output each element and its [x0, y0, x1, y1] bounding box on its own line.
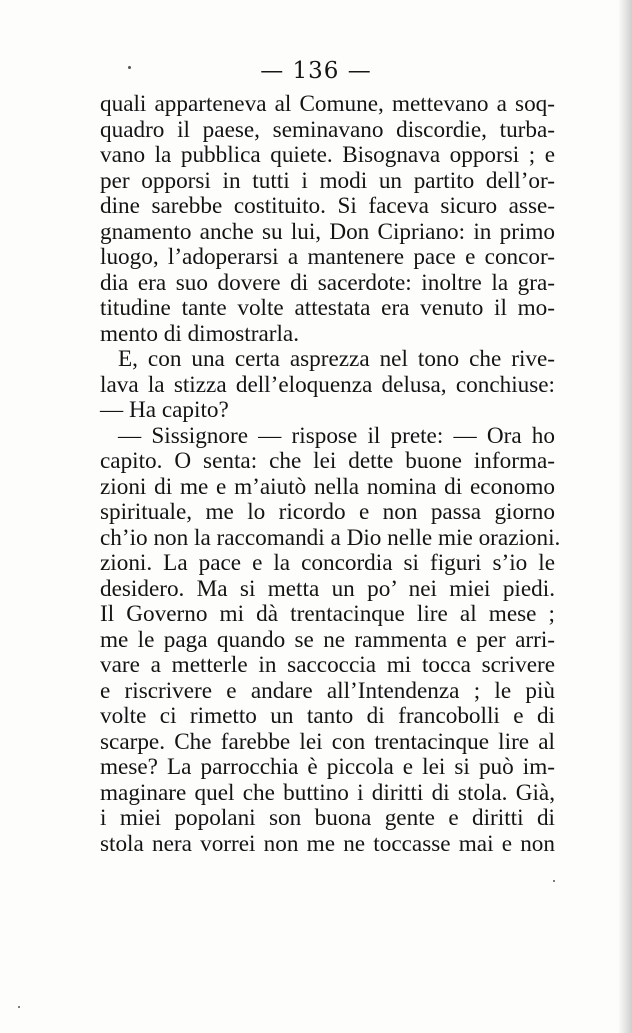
body-text [100, 91, 561, 857]
text-line: me le paga quando se ne rammenta e per arri- [100, 626, 555, 653]
text-line: dia era suo dovere di sacerdote: inoltre la gra- [100, 269, 555, 296]
text-line: quali apparteneva al Comune, mettevano a soq- [100, 91, 555, 117]
text-line: ch’io non la raccomandi a Dio nelle mie orazioni. [100, 524, 561, 551]
text-line: — Ha capito? [100, 397, 229, 423]
text-line: i miei popolani son buona gente e diritti di [100, 805, 555, 831]
text-line: e riscrivere e andare all’Intendenza ; le più [100, 677, 555, 704]
text-line: volte ci rimetto un tanto di francobolli e di [100, 703, 555, 729]
text-line: Il Governo mi dà trentacinque lire al mese ; [100, 601, 555, 627]
text-line: quadro il paese, seminavano discordie, turba- [100, 116, 555, 143]
paper-speck [18, 1006, 20, 1008]
text-line: maginare quel che buttino i diritti di stola. Già, [100, 779, 555, 806]
text-line: zioni. La pace e la concordia si figuri s’io le [100, 550, 555, 576]
text-line: vare a metterle in saccoccia mi tocca scrivere [100, 652, 555, 678]
text-line: stola nera vorrei non me ne toccasse mai e non [100, 830, 555, 857]
text-line: mese? La parrocchia è piccola e lei si può im- [100, 754, 555, 780]
text-line: luogo, l’adoperarsi a mantenere pace e concor- [100, 244, 555, 270]
text-line: zioni di me e m’aiutò nella nomina di economo [100, 473, 555, 500]
text-line: — Sissignore — rispose il prete: — Ora ho [118, 422, 555, 449]
text-line: vano la pubblica quiete. Bisognava opporsi ; e [100, 142, 555, 168]
paper-speck [128, 66, 131, 69]
text-line: gnamento anche su lui, Don Cipriano: in primo [100, 218, 555, 245]
text-line: spirituale, me lo ricordo e non passa giorno [100, 499, 555, 525]
paper-speck [553, 880, 555, 882]
text-line: scarpe. Che farebbe lei con trentacinque lire al [100, 728, 555, 755]
text-line: capito. O senta: che lei dette buone informa- [100, 448, 555, 474]
text-line: desidero. Ma si metta un po’ nei miei piedi. [100, 575, 555, 602]
text-line: dine sarebbe costituito. Si faceva sicuro asse- [100, 193, 555, 219]
page-number: — 136 — [260, 58, 372, 84]
text-line: E, con una certa asprezza nel tono che rive- [118, 346, 555, 372]
page-edge-shadow [618, 0, 632, 1033]
text-line: lava la stizza dell’eloquenza delusa, conchiuse: [100, 371, 555, 398]
text-line: per opporsi in tutti i modi un partito dell’or- [100, 167, 555, 194]
text-line: titudine tante volte attestata era venuto il mo- [100, 295, 555, 321]
text-line: mento di dimostrarla. [100, 320, 299, 347]
